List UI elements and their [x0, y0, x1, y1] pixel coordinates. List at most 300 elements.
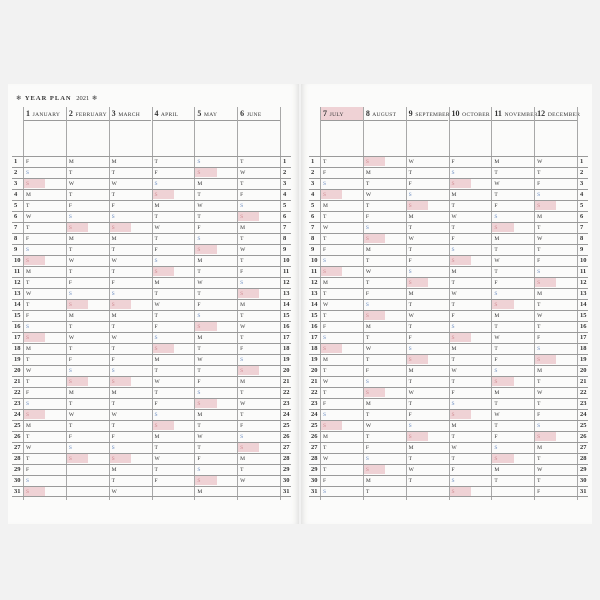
weekday-cell[interactable]: F: [323, 478, 327, 484]
weekday-cell[interactable]: W: [154, 225, 160, 231]
weekday-cell[interactable]: T: [68, 346, 73, 352]
weekday-cell[interactable]: W: [111, 258, 117, 264]
weekday-cell[interactable]: W: [68, 258, 75, 264]
weekday-cell[interactable]: S: [195, 168, 216, 177]
weekday-cell[interactable]: M: [537, 291, 543, 297]
weekday-cell[interactable]: T: [408, 247, 413, 253]
weekday-cell[interactable]: S: [535, 432, 556, 441]
weekday-cell[interactable]: F: [537, 335, 541, 341]
weekday-cell[interactable]: T: [240, 313, 244, 319]
weekday-cell[interactable]: T: [408, 478, 413, 484]
weekday-cell[interactable]: T: [197, 269, 201, 275]
weekday-cell[interactable]: W: [68, 181, 75, 187]
weekday-cell[interactable]: S: [323, 489, 327, 495]
weekday-cell[interactable]: M: [323, 203, 328, 209]
weekday-cell[interactable]: S: [154, 258, 158, 264]
weekday-cell[interactable]: W: [154, 302, 160, 308]
weekday-cell[interactable]: S: [67, 377, 88, 386]
weekday-cell[interactable]: S: [323, 258, 327, 264]
weekday-cell[interactable]: T: [451, 203, 455, 209]
weekday-cell[interactable]: T: [408, 324, 413, 330]
weekday-cell[interactable]: S: [238, 366, 259, 375]
weekday-cell[interactable]: T: [154, 214, 158, 220]
weekday-cell[interactable]: M: [451, 192, 457, 198]
weekday-cell[interactable]: S: [68, 291, 72, 297]
weekday-cell[interactable]: T: [494, 247, 498, 253]
weekday-cell[interactable]: T: [154, 467, 158, 473]
weekday-cell[interactable]: W: [323, 456, 329, 462]
weekday-cell[interactable]: S: [68, 214, 72, 220]
weekday-cell[interactable]: S: [195, 322, 216, 331]
weekday-cell[interactable]: W: [68, 335, 75, 341]
weekday-cell[interactable]: W: [451, 445, 457, 451]
weekday-cell[interactable]: S: [110, 377, 131, 386]
weekday-cell[interactable]: W: [154, 456, 160, 462]
weekday-cell[interactable]: S: [111, 368, 115, 374]
weekday-cell[interactable]: M: [408, 291, 414, 297]
weekday-cell[interactable]: W: [494, 412, 500, 418]
weekday-cell[interactable]: W: [240, 324, 246, 330]
weekday-cell[interactable]: S: [451, 324, 455, 330]
weekday-cell[interactable]: F: [26, 159, 30, 165]
weekday-cell[interactable]: M: [26, 269, 31, 275]
weekday-cell[interactable]: T: [323, 467, 327, 473]
weekday-cell[interactable]: S: [67, 223, 88, 232]
weekday-cell[interactable]: W: [323, 225, 329, 231]
weekday-cell[interactable]: M: [154, 357, 160, 363]
weekday-cell[interactable]: M: [451, 346, 457, 352]
weekday-cell[interactable]: T: [26, 379, 30, 385]
weekday-cell[interactable]: T: [537, 302, 541, 308]
weekday-cell[interactable]: S: [240, 357, 244, 363]
weekday-cell[interactable]: M: [323, 280, 328, 286]
weekday-cell[interactable]: T: [240, 390, 244, 396]
weekday-cell[interactable]: T: [26, 357, 30, 363]
weekday-cell[interactable]: F: [537, 258, 541, 264]
weekday-cell[interactable]: W: [494, 335, 500, 341]
weekday-cell[interactable]: F: [323, 247, 327, 253]
weekday-cell[interactable]: M: [197, 412, 203, 418]
weekday-cell[interactable]: T: [323, 313, 327, 319]
weekday-cell[interactable]: T: [494, 192, 498, 198]
weekday-cell[interactable]: T: [451, 379, 455, 385]
weekday-cell[interactable]: S: [24, 410, 45, 419]
weekday-cell[interactable]: S: [365, 225, 369, 231]
weekday-cell[interactable]: S: [321, 190, 342, 199]
weekday-cell[interactable]: W: [240, 401, 246, 407]
weekday-cell[interactable]: T: [197, 423, 201, 429]
weekday-cell[interactable]: T: [323, 236, 327, 242]
weekday-cell[interactable]: S: [492, 223, 513, 232]
weekday-cell[interactable]: S: [153, 421, 174, 430]
weekday-cell[interactable]: M: [197, 335, 203, 341]
weekday-cell[interactable]: S: [240, 434, 244, 440]
weekday-cell[interactable]: W: [26, 368, 32, 374]
weekday-cell[interactable]: T: [494, 423, 498, 429]
weekday-cell[interactable]: F: [365, 445, 369, 451]
weekday-cell[interactable]: T: [537, 324, 541, 330]
weekday-cell[interactable]: M: [451, 423, 457, 429]
weekday-cell[interactable]: M: [111, 313, 117, 319]
weekday-cell[interactable]: M: [111, 159, 117, 165]
weekday-cell[interactable]: F: [408, 412, 412, 418]
weekday-cell[interactable]: S: [323, 181, 327, 187]
weekday-cell[interactable]: S: [67, 454, 88, 463]
weekday-cell[interactable]: M: [68, 390, 74, 396]
weekday-cell[interactable]: T: [111, 269, 116, 275]
weekday-cell[interactable]: S: [197, 390, 201, 396]
weekday-cell[interactable]: T: [197, 214, 201, 220]
weekday-cell[interactable]: M: [451, 269, 457, 275]
weekday-cell[interactable]: T: [451, 280, 455, 286]
weekday-cell[interactable]: T: [111, 247, 116, 253]
weekday-cell[interactable]: F: [365, 214, 369, 220]
weekday-cell[interactable]: S: [26, 401, 30, 407]
weekday-cell[interactable]: S: [364, 234, 385, 243]
weekday-cell[interactable]: S: [450, 333, 471, 342]
weekday-cell[interactable]: F: [197, 302, 201, 308]
weekday-cell[interactable]: S: [364, 157, 385, 166]
weekday-cell[interactable]: T: [365, 280, 370, 286]
weekday-cell[interactable]: T: [537, 247, 541, 253]
weekday-cell[interactable]: W: [365, 192, 372, 198]
weekday-cell[interactable]: F: [154, 170, 158, 176]
weekday-cell[interactable]: S: [321, 267, 342, 276]
weekday-cell[interactable]: M: [26, 423, 31, 429]
weekday-cell[interactable]: S: [450, 410, 471, 419]
weekday-cell[interactable]: S: [451, 247, 455, 253]
weekday-cell[interactable]: S: [537, 192, 541, 198]
weekday-cell[interactable]: F: [494, 280, 498, 286]
weekday-cell[interactable]: F: [365, 291, 369, 297]
weekday-cell[interactable]: T: [240, 258, 244, 264]
weekday-cell[interactable]: W: [197, 203, 203, 209]
weekday-cell[interactable]: S: [494, 291, 498, 297]
weekday-cell[interactable]: T: [240, 467, 244, 473]
weekday-cell[interactable]: S: [26, 247, 30, 253]
weekday-cell[interactable]: S: [408, 192, 412, 198]
weekday-cell[interactable]: F: [451, 236, 455, 242]
weekday-cell[interactable]: T: [154, 313, 158, 319]
weekday-cell[interactable]: S: [110, 223, 131, 232]
weekday-cell[interactable]: S: [494, 368, 498, 374]
weekday-cell[interactable]: W: [111, 335, 117, 341]
weekday-cell[interactable]: T: [240, 181, 244, 187]
weekday-cell[interactable]: S: [197, 467, 201, 473]
weekday-cell[interactable]: T: [494, 324, 498, 330]
weekday-cell[interactable]: T: [111, 192, 116, 198]
weekday-cell[interactable]: T: [365, 412, 370, 418]
weekday-cell[interactable]: F: [323, 324, 327, 330]
weekday-cell[interactable]: F: [154, 401, 158, 407]
weekday-cell[interactable]: M: [26, 346, 31, 352]
weekday-cell[interactable]: W: [494, 258, 500, 264]
weekday-cell[interactable]: T: [451, 456, 455, 462]
weekday-cell[interactable]: T: [197, 445, 201, 451]
weekday-cell[interactable]: F: [68, 280, 72, 286]
weekday-cell[interactable]: F: [537, 412, 541, 418]
weekday-cell[interactable]: S: [195, 399, 216, 408]
weekday-cell[interactable]: S: [195, 245, 216, 254]
weekday-cell[interactable]: T: [323, 368, 327, 374]
weekday-cell[interactable]: F: [154, 324, 158, 330]
weekday-cell[interactable]: W: [365, 269, 372, 275]
weekday-cell[interactable]: S: [24, 256, 45, 265]
weekday-cell[interactable]: T: [408, 401, 413, 407]
weekday-cell[interactable]: T: [68, 401, 73, 407]
weekday-cell[interactable]: T: [323, 445, 327, 451]
weekday-cell[interactable]: T: [537, 379, 541, 385]
weekday-cell[interactable]: W: [408, 313, 414, 319]
weekday-cell[interactable]: M: [154, 434, 160, 440]
weekday-cell[interactable]: S: [450, 487, 471, 496]
weekday-cell[interactable]: T: [26, 280, 30, 286]
weekday-cell[interactable]: W: [537, 236, 543, 242]
weekday-cell[interactable]: F: [451, 390, 455, 396]
weekday-cell[interactable]: M: [240, 225, 246, 231]
weekday-cell[interactable]: T: [154, 368, 158, 374]
weekday-cell[interactable]: M: [197, 489, 203, 495]
weekday-cell[interactable]: S: [67, 300, 88, 309]
weekday-cell[interactable]: S: [153, 344, 174, 353]
weekday-cell[interactable]: T: [408, 225, 413, 231]
weekday-cell[interactable]: W: [537, 313, 543, 319]
weekday-cell[interactable]: M: [494, 236, 500, 242]
weekday-cell[interactable]: F: [537, 181, 541, 187]
weekday-cell[interactable]: F: [451, 467, 455, 473]
weekday-cell[interactable]: S: [492, 300, 513, 309]
weekday-cell[interactable]: W: [323, 302, 329, 308]
weekday-cell[interactable]: W: [408, 236, 414, 242]
weekday-cell[interactable]: S: [197, 313, 201, 319]
weekday-cell[interactable]: S: [24, 333, 45, 342]
weekday-cell[interactable]: T: [240, 335, 244, 341]
weekday-cell[interactable]: M: [494, 390, 500, 396]
weekday-cell[interactable]: S: [68, 368, 72, 374]
weekday-cell[interactable]: S: [238, 289, 259, 298]
weekday-cell[interactable]: F: [408, 258, 412, 264]
weekday-cell[interactable]: W: [26, 214, 32, 220]
weekday-cell[interactable]: F: [451, 159, 455, 165]
weekday-cell[interactable]: F: [323, 170, 327, 176]
weekday-cell[interactable]: S: [537, 423, 541, 429]
weekday-cell[interactable]: S: [408, 269, 412, 275]
weekday-cell[interactable]: F: [365, 368, 369, 374]
weekday-cell[interactable]: S: [111, 291, 115, 297]
weekday-cell[interactable]: M: [68, 313, 74, 319]
weekday-cell[interactable]: F: [240, 269, 244, 275]
weekday-cell[interactable]: M: [408, 368, 414, 374]
weekday-cell[interactable]: S: [407, 201, 428, 210]
weekday-cell[interactable]: F: [26, 236, 30, 242]
weekday-cell[interactable]: T: [154, 236, 158, 242]
weekday-cell[interactable]: W: [197, 280, 203, 286]
weekday-cell[interactable]: S: [364, 388, 385, 397]
weekday-cell[interactable]: M: [494, 159, 500, 165]
weekday-cell[interactable]: W: [197, 434, 203, 440]
weekday-cell[interactable]: S: [238, 212, 259, 221]
weekday-cell[interactable]: T: [26, 203, 30, 209]
weekday-cell[interactable]: T: [537, 170, 541, 176]
weekday-cell[interactable]: T: [111, 401, 116, 407]
weekday-cell[interactable]: T: [197, 346, 201, 352]
weekday-cell[interactable]: F: [451, 313, 455, 319]
weekday-cell[interactable]: T: [197, 368, 201, 374]
weekday-cell[interactable]: S: [154, 181, 158, 187]
weekday-cell[interactable]: M: [365, 324, 371, 330]
weekday-cell[interactable]: S: [321, 344, 342, 353]
weekday-cell[interactable]: T: [537, 478, 541, 484]
weekday-cell[interactable]: W: [240, 247, 246, 253]
weekday-cell[interactable]: T: [154, 390, 158, 396]
weekday-cell[interactable]: S: [323, 412, 327, 418]
weekday-cell[interactable]: S: [365, 456, 369, 462]
weekday-cell[interactable]: F: [26, 313, 30, 319]
weekday-cell[interactable]: T: [537, 401, 541, 407]
weekday-cell[interactable]: T: [365, 258, 370, 264]
weekday-cell[interactable]: W: [408, 159, 414, 165]
weekday-cell[interactable]: F: [494, 434, 498, 440]
weekday-cell[interactable]: W: [537, 467, 543, 473]
weekday-cell[interactable]: S: [451, 170, 455, 176]
weekday-cell[interactable]: T: [154, 291, 158, 297]
weekday-cell[interactable]: S: [153, 267, 174, 276]
weekday-cell[interactable]: T: [365, 335, 370, 341]
weekday-cell[interactable]: T: [494, 401, 498, 407]
weekday-cell[interactable]: M: [240, 456, 246, 462]
weekday-cell[interactable]: T: [323, 159, 327, 165]
weekday-cell[interactable]: M: [537, 445, 543, 451]
weekday-cell[interactable]: S: [535, 355, 556, 364]
weekday-cell[interactable]: F: [494, 357, 498, 363]
weekday-cell[interactable]: S: [154, 412, 158, 418]
weekday-cell[interactable]: T: [365, 181, 370, 187]
weekday-cell[interactable]: T: [154, 159, 158, 165]
weekday-cell[interactable]: T: [26, 434, 30, 440]
weekday-cell[interactable]: T: [494, 478, 498, 484]
weekday-cell[interactable]: F: [111, 357, 115, 363]
weekday-cell[interactable]: F: [154, 247, 158, 253]
weekday-cell[interactable]: T: [323, 390, 327, 396]
weekday-cell[interactable]: S: [111, 214, 115, 220]
weekday-cell[interactable]: T: [197, 291, 201, 297]
weekday-cell[interactable]: F: [111, 434, 115, 440]
weekday-cell[interactable]: T: [240, 236, 244, 242]
weekday-cell[interactable]: M: [68, 236, 74, 242]
weekday-cell[interactable]: F: [26, 390, 30, 396]
weekday-cell[interactable]: S: [407, 278, 428, 287]
weekday-cell[interactable]: F: [111, 280, 115, 286]
weekday-cell[interactable]: T: [111, 423, 116, 429]
weekday-cell[interactable]: M: [408, 445, 414, 451]
weekday-cell[interactable]: F: [408, 181, 412, 187]
weekday-cell[interactable]: S: [492, 454, 513, 463]
weekday-cell[interactable]: F: [68, 357, 72, 363]
weekday-cell[interactable]: M: [365, 170, 371, 176]
weekday-cell[interactable]: S: [365, 379, 369, 385]
weekday-cell[interactable]: S: [195, 476, 216, 485]
weekday-cell[interactable]: S: [110, 454, 131, 463]
weekday-cell[interactable]: S: [240, 280, 244, 286]
weekday-cell[interactable]: T: [451, 302, 455, 308]
weekday-cell[interactable]: M: [365, 247, 371, 253]
weekday-cell[interactable]: S: [26, 324, 30, 330]
weekday-cell[interactable]: F: [111, 203, 115, 209]
weekday-cell[interactable]: T: [26, 456, 30, 462]
weekday-cell[interactable]: S: [494, 445, 498, 451]
weekday-cell[interactable]: T: [26, 302, 30, 308]
weekday-cell[interactable]: T: [537, 456, 541, 462]
weekday-cell[interactable]: F: [537, 489, 541, 495]
weekday-cell[interactable]: M: [240, 379, 246, 385]
weekday-cell[interactable]: S: [68, 445, 72, 451]
weekday-cell[interactable]: T: [68, 423, 73, 429]
weekday-cell[interactable]: S: [450, 256, 471, 265]
weekday-cell[interactable]: F: [26, 467, 30, 473]
weekday-cell[interactable]: M: [154, 203, 160, 209]
weekday-cell[interactable]: M: [537, 368, 543, 374]
weekday-cell[interactable]: W: [494, 181, 500, 187]
weekday-cell[interactable]: T: [494, 269, 498, 275]
weekday-cell[interactable]: T: [68, 324, 73, 330]
weekday-cell[interactable]: F: [68, 434, 72, 440]
weekday-cell[interactable]: F: [240, 192, 244, 198]
weekday-cell[interactable]: S: [364, 311, 385, 320]
weekday-cell[interactable]: F: [68, 203, 72, 209]
weekday-cell[interactable]: S: [365, 302, 369, 308]
weekday-cell[interactable]: F: [197, 379, 201, 385]
weekday-cell[interactable]: S: [537, 269, 541, 275]
weekday-cell[interactable]: S: [451, 401, 455, 407]
weekday-cell[interactable]: F: [494, 203, 498, 209]
weekday-cell[interactable]: F: [197, 225, 201, 231]
weekday-cell[interactable]: T: [494, 346, 498, 352]
weekday-cell[interactable]: M: [240, 302, 246, 308]
weekday-cell[interactable]: S: [197, 236, 201, 242]
weekday-cell[interactable]: S: [111, 445, 115, 451]
weekday-cell[interactable]: T: [240, 412, 244, 418]
weekday-cell[interactable]: M: [154, 280, 160, 286]
weekday-cell[interactable]: T: [197, 192, 201, 198]
weekday-cell[interactable]: S: [24, 487, 45, 496]
weekday-cell[interactable]: T: [154, 445, 158, 451]
weekday-cell[interactable]: W: [68, 412, 75, 418]
weekday-cell[interactable]: F: [323, 401, 327, 407]
weekday-cell[interactable]: S: [408, 423, 412, 429]
weekday-cell[interactable]: S: [110, 300, 131, 309]
weekday-cell[interactable]: T: [408, 379, 413, 385]
weekday-cell[interactable]: M: [26, 192, 31, 198]
weekday-cell[interactable]: S: [408, 346, 412, 352]
weekday-cell[interactable]: T: [408, 302, 413, 308]
weekday-cell[interactable]: T: [68, 192, 73, 198]
weekday-cell[interactable]: S: [407, 432, 428, 441]
weekday-cell[interactable]: T: [68, 269, 73, 275]
weekday-cell[interactable]: T: [451, 225, 455, 231]
weekday-cell[interactable]: M: [111, 390, 117, 396]
weekday-cell[interactable]: W: [408, 390, 414, 396]
weekday-cell[interactable]: T: [365, 434, 370, 440]
weekday-cell[interactable]: S: [494, 214, 498, 220]
weekday-cell[interactable]: S: [407, 355, 428, 364]
weekday-cell[interactable]: T: [111, 170, 116, 176]
weekday-cell[interactable]: W: [111, 181, 117, 187]
weekday-cell[interactable]: W: [26, 291, 32, 297]
weekday-cell[interactable]: W: [111, 489, 117, 495]
weekday-cell[interactable]: S: [535, 201, 556, 210]
weekday-cell[interactable]: F: [197, 456, 201, 462]
weekday-cell[interactable]: M: [197, 258, 203, 264]
